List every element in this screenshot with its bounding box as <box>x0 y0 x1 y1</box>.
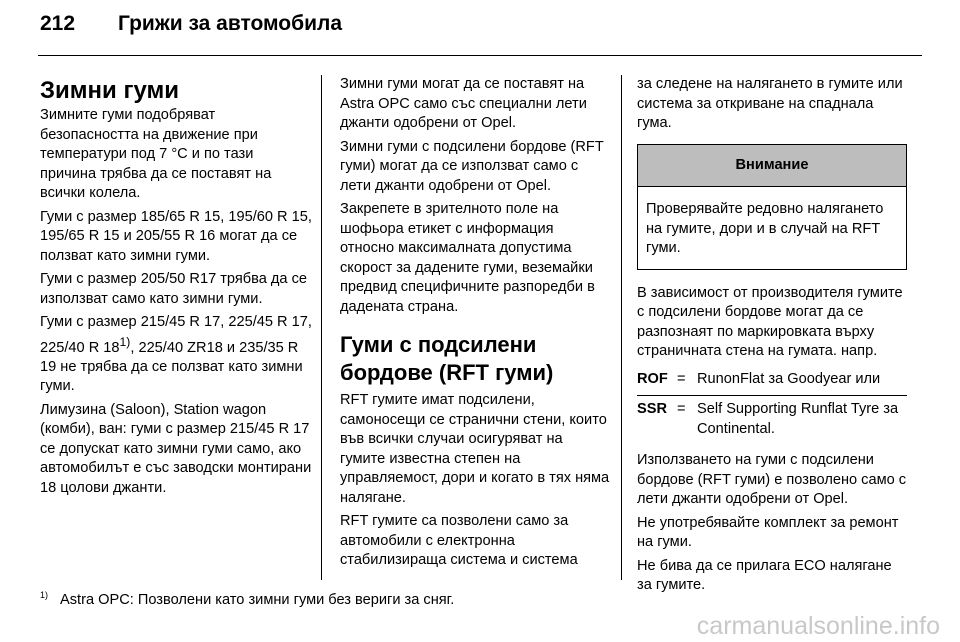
definition-description: Self Supporting Runflat Tyre за Continental. <box>697 401 899 437</box>
definition-equals: = <box>677 370 686 387</box>
definition-description: RunonFlat за Goodyear или <box>697 370 881 387</box>
watermark: carmanualsonline.info <box>696 612 940 640</box>
paragraph: за следене на налягането в гумите или система за откриване на спаднала гума. <box>637 76 903 131</box>
definition-equals: = <box>677 401 686 417</box>
footnote-ref: 1) <box>119 334 131 349</box>
column-2 <box>340 75 610 575</box>
paragraph: Не бива да се прилага ECO налягане за гумите. <box>637 557 892 593</box>
paragraph: RFT гумите са позволени само за автомобили с електронна стабилизираща система и система <box>340 513 578 568</box>
paragraph: Зимни гуми с подсилени бордове (RFT гуми) могат да се използват само с лети джанти одобрени от Opel. <box>340 138 604 194</box>
definition-term: SSR <box>637 401 668 417</box>
page-number: 212 <box>40 12 76 35</box>
section-heading-rft-tyres: Гуми с подсилени бордове (RFT гуми) <box>340 332 554 385</box>
definition-row <box>637 396 907 445</box>
header-rule <box>38 55 922 56</box>
column-3 <box>637 75 907 600</box>
paragraph <box>40 313 312 397</box>
warning-title: Внимание <box>638 145 906 188</box>
text-run: Гуми с размер 215/45 R 17, 225/45 R 17, 225/40 R 18 <box>40 314 312 356</box>
paragraph: Гуми с размер 185/65 R 15, 195/60 R 15, 195/65 R 15 и 205/55 R 16 могат да се ползват като зимни гуми. <box>40 208 312 264</box>
definition-term: ROF <box>637 370 668 387</box>
page-title: Грижи за автомобила <box>118 12 343 35</box>
column-divider-1 <box>321 75 322 580</box>
paragraph: Закрепете в зрителното поле на шофьора етикет с информация относно максималната допустима скорост за дадените гуми, веземайки предвид специфичните разпоредби в дадената страна. <box>340 201 595 315</box>
paragraph: В зависимост от производителя гумите с подсилени бордове могат да се разпознаят по маркировката върху страничната стена на гумата. напр. <box>637 284 903 359</box>
text-run: , 225/40 ZR18 и 235/35 R 19 не трябва да се ползват като зимни гуми. <box>40 339 303 395</box>
column-1 <box>40 78 312 502</box>
paragraph: Гуми с размер 205/50 R17 трябва да се използват само като зимни гуми. <box>40 271 308 307</box>
footnote-mark: 1) <box>40 590 49 600</box>
paragraph: Не употребявайте комплект за ремонт на гуми. <box>637 514 899 550</box>
paragraph: RFT гумите имат подсилени, самоносещи се странични стени, които във всички случаи осигуряват на гумите известна степен на управляемост, дори и когато в тях няма налягане. <box>340 392 610 506</box>
paragraph: Използването на гуми с подсилени бордове (RFT гуми) е позволено само с лети джанти одобрени от Opel. <box>637 452 907 507</box>
paragraph: Зимни гуми могат да се поставят на Astra OPC само със специални лети джанти одобрени от Opel. <box>340 76 587 131</box>
warning-box <box>637 144 907 270</box>
definition-list <box>637 366 907 446</box>
section-heading-winter-tyres: Зимни гуми <box>40 77 179 104</box>
paragraph: Лимузина (Saloon), Station wagon (комби), ван: гуми с размер 215/45 R 17 се допускат като зимни гуми само, ако автомобилът е със заводски монтирани 18 цолови джанти. <box>40 401 312 496</box>
footnote-text: Astra OPC: Позволени като зимни гуми без вериги за сняг. <box>60 591 455 608</box>
paragraph: Зимните гуми подобряват безопасността на движение при температури под 7 °C и по тази причина трябва да се поставят на всички колела. <box>40 107 272 201</box>
definition-row <box>637 366 907 397</box>
footnote <box>40 590 454 608</box>
warning-body: Проверявайте редовно налягането на гумите, дори и в случай на RFT гуми. <box>646 201 884 256</box>
column-divider-2 <box>621 75 622 580</box>
page-header <box>40 12 342 36</box>
